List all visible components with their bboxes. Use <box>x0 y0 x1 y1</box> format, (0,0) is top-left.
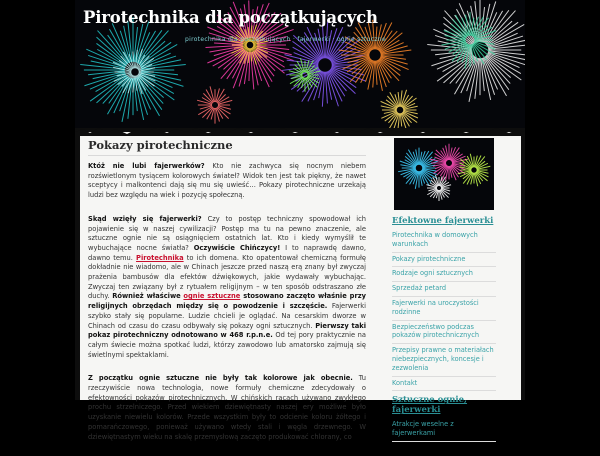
sidebar-link[interactable]: Pirotechnika w domowych warunkach <box>392 229 496 253</box>
p3-lead: Z początku ognie sztuczne nie były tak kolorowe jak obecnie. <box>88 374 353 383</box>
post-paragraph-1 <box>88 162 366 201</box>
p2-text-5: Od tej pory praktycznie na całym świecie można spotkać ludzi, którzy zawodowo lub amatorsko zajmują się świetlnymi spektaklami. <box>88 331 367 359</box>
p1-lead: Któż nie lubi fajerwerków? <box>88 162 205 170</box>
post-title[interactable]: Pokazy pirotechniczne <box>88 138 366 156</box>
site-tagline: pirotechnika dla początkujących · fajerwerki · ognie sztuczne <box>185 36 386 43</box>
sidebar <box>392 138 496 442</box>
sidebar-link[interactable]: Fajerwerki na uroczystości rodzinne <box>392 297 496 321</box>
widget-title-sztuczne[interactable]: Sztuczne ognie, fajerwerki <box>392 395 468 416</box>
p2-text-2: I to naprawdę dawno, dawno temu. <box>88 243 366 262</box>
sidebar-link[interactable]: Przepisy prawne o materiałach niebezpiecznych, koncesje i zezwolenia <box>392 344 496 376</box>
p2-text-4: Fajerwerki szybko stały się popularne. Ludzie chcieli je oglądać. Na cesarskim dworze w Chinach od czasu do czasu odbywały się pokazy ogni sztucznych. <box>88 302 366 330</box>
widget-list-sztuczne <box>392 418 496 442</box>
sidebar-fireworks-image <box>394 138 494 210</box>
sidebar-link[interactable]: Sprzedaż petard <box>392 282 496 297</box>
p3-text: Tu rzeczywiście nowa technologia, nowe formuły chemiczne zdecydowały o efektowności pokazów pirotechnicznych. W chińskich racach używano zwykłego prochu strzelniczego. Przed wiekiem dziewiętnasty naszej ery możliwe było uzyskanie niewielu kolorów. Przede wszystkim były to odcienie koloru żółtego i pomarańczowego, ponieważ używano wtedy stali i węgla drzewnego. W dziewiętnastym wieku na skalę przemysłową zaczęto produkować chlorany, co <box>88 374 367 441</box>
sidebar-link[interactable]: Bezpieczeństwo podczas pokazów pirotechnicznych <box>392 321 496 345</box>
p2-bold-2: Również właściwe <box>112 292 181 301</box>
widget-title-efektowne[interactable]: Efektowne fajerwerki <box>392 216 494 226</box>
torn-edge <box>75 126 525 136</box>
post-paragraph-2 <box>88 215 366 361</box>
sidebar-link[interactable]: Pokazy pirotechniczne <box>392 253 496 268</box>
p1-text: Kto nie zachwyca się nocnym niebem rozświetlonym tysiącem kolorowych świateł? Widok ten jest tak piękny, że nawet sceptycy i malkontenci dają się mu się uwieść… Pokazy pirotechniczne urzekają ludzi bez względu na wiek i pozycję społeczną. <box>88 162 366 200</box>
pirotechnika-link[interactable]: Pirotechnika <box>136 253 184 262</box>
site-title[interactable]: Pirotechnika dla początkujących <box>83 8 378 27</box>
widget-list-efektowne <box>392 229 496 391</box>
main-content <box>88 138 366 456</box>
p2-bold-3: stosowano zaczęto właśnie przy religijnych obrzędach między się o powodzenie i szczęście. <box>88 292 367 311</box>
ognie-sztuczne-link[interactable]: ognie sztuczne <box>183 292 241 301</box>
sidebar-link[interactable]: Atrakcje weselne z fajerwerkami <box>392 418 496 442</box>
p2-text-3: to ich domena. Kto opatentował chemiczną formułę dokładnie nie wiadomo, ale w Chinach jeszcze przed naszą erą znany był zwyczaj prażenia bambusów dla efektów dźwiękowych, jakie wydawały wybuchając. Zwyczaj ten związany był z rytuałem religijnym – w ten sposób odstraszano złe duchy. <box>88 253 366 301</box>
p2-text-1: Czy to postęp techniczny spowodował ich pojawienie się w naszej cywilizacji? Postęp ma tu na pewno znaczenie, ale sztuczne ognie nie są osiągnięciem ostatnich lat. Kto i kiedy wymyślił te wybuchające nocne światła? <box>88 214 366 252</box>
site-header <box>75 0 525 128</box>
sidebar-link[interactable]: Kontakt <box>392 377 496 392</box>
p2-lead: Skąd wzięły się fajerwerki? <box>88 214 202 223</box>
post-paragraph-3 <box>88 374 366 442</box>
p2-bold-4: Pierwszy taki pokaz pirotechniczny odnotowano w 468 r.p.n.e. <box>88 321 366 340</box>
p2-bold-1: Oczywiście Chińczycy! <box>193 243 281 252</box>
sidebar-link[interactable]: Rodzaje ogni sztucznych <box>392 267 496 282</box>
